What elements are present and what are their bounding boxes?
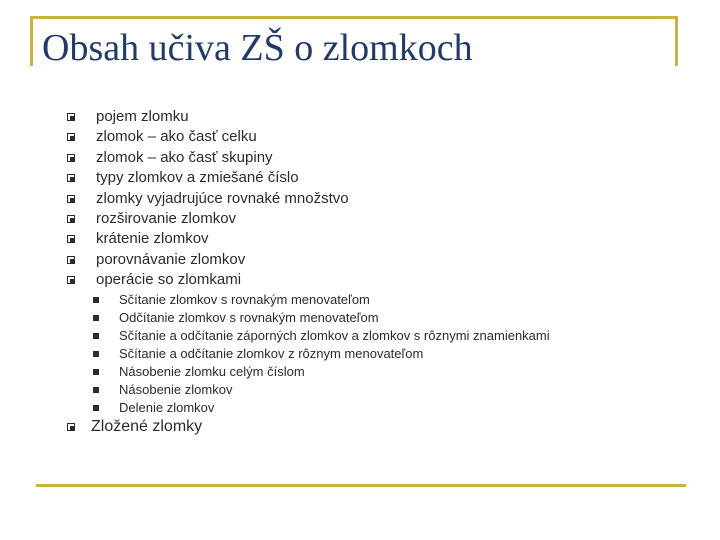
frame-right-line	[675, 16, 678, 66]
sub-list-item: Sčítanie zlomkov s rovnakým menovateľom	[119, 292, 370, 307]
bullet-icon	[66, 168, 76, 188]
list-item: rozširovanie zlomkov	[96, 210, 237, 227]
bullet-icon	[66, 270, 76, 290]
frame-left-line	[30, 16, 33, 66]
bullet-icon	[66, 189, 76, 209]
sub-list-item: Sčítanie a odčítanie zlomkov z rôznym menovateľom	[119, 346, 424, 361]
sub-bullet-icon	[92, 381, 100, 399]
list-item: porovnávanie zlomkov	[96, 250, 246, 268]
frame-top-line	[30, 16, 677, 19]
sub-bullet-icon	[92, 291, 100, 309]
sub-list-item: Násobenie zlomkov	[119, 382, 233, 397]
list-item: zlomok – ako časť skupiny	[96, 148, 273, 166]
list-item: typy zlomkov a zmiešané číslo	[96, 169, 299, 187]
frame-bottom-line	[36, 484, 686, 487]
list-item: pojem zlomku	[96, 108, 189, 125]
sub-bullet-icon	[92, 399, 100, 417]
bullet-icon	[66, 209, 76, 229]
sub-bullet-icon	[92, 327, 100, 345]
bullet-icon	[66, 229, 76, 249]
sub-bullet-icon	[92, 309, 100, 327]
bullet-icon	[66, 148, 76, 168]
sub-list-item: Sčítanie a odčítanie záporných zlomkov a zlomkov s rôznymi znamienkami	[119, 328, 550, 343]
list-item-last: Zložené zlomky	[91, 418, 203, 435]
bullet-icon	[66, 417, 76, 437]
list-item: krátenie zlomkov	[96, 230, 209, 248]
list-item: zlomok – ako časť celku	[96, 128, 257, 146]
sub-list-item: Delenie zlomkov	[119, 400, 215, 415]
bullet-icon	[66, 107, 76, 127]
list-item: zlomky vyjadrujúce rovnaké množstvo	[96, 189, 349, 207]
sub-list-item: Odčítanie zlomkov s rovnakým menovateľom	[119, 310, 379, 325]
bullet-icon	[66, 250, 76, 270]
sub-list-item: Násobenie zlomku celým číslom	[119, 364, 305, 379]
sub-bullet-icon	[92, 345, 100, 363]
slide-title: Obsah učiva ZŠ o zlomkoch	[42, 27, 473, 69]
bullet-icon	[66, 127, 76, 147]
list-item: operácie so zlomkami	[96, 271, 242, 289]
sub-bullet-icon	[92, 363, 100, 381]
